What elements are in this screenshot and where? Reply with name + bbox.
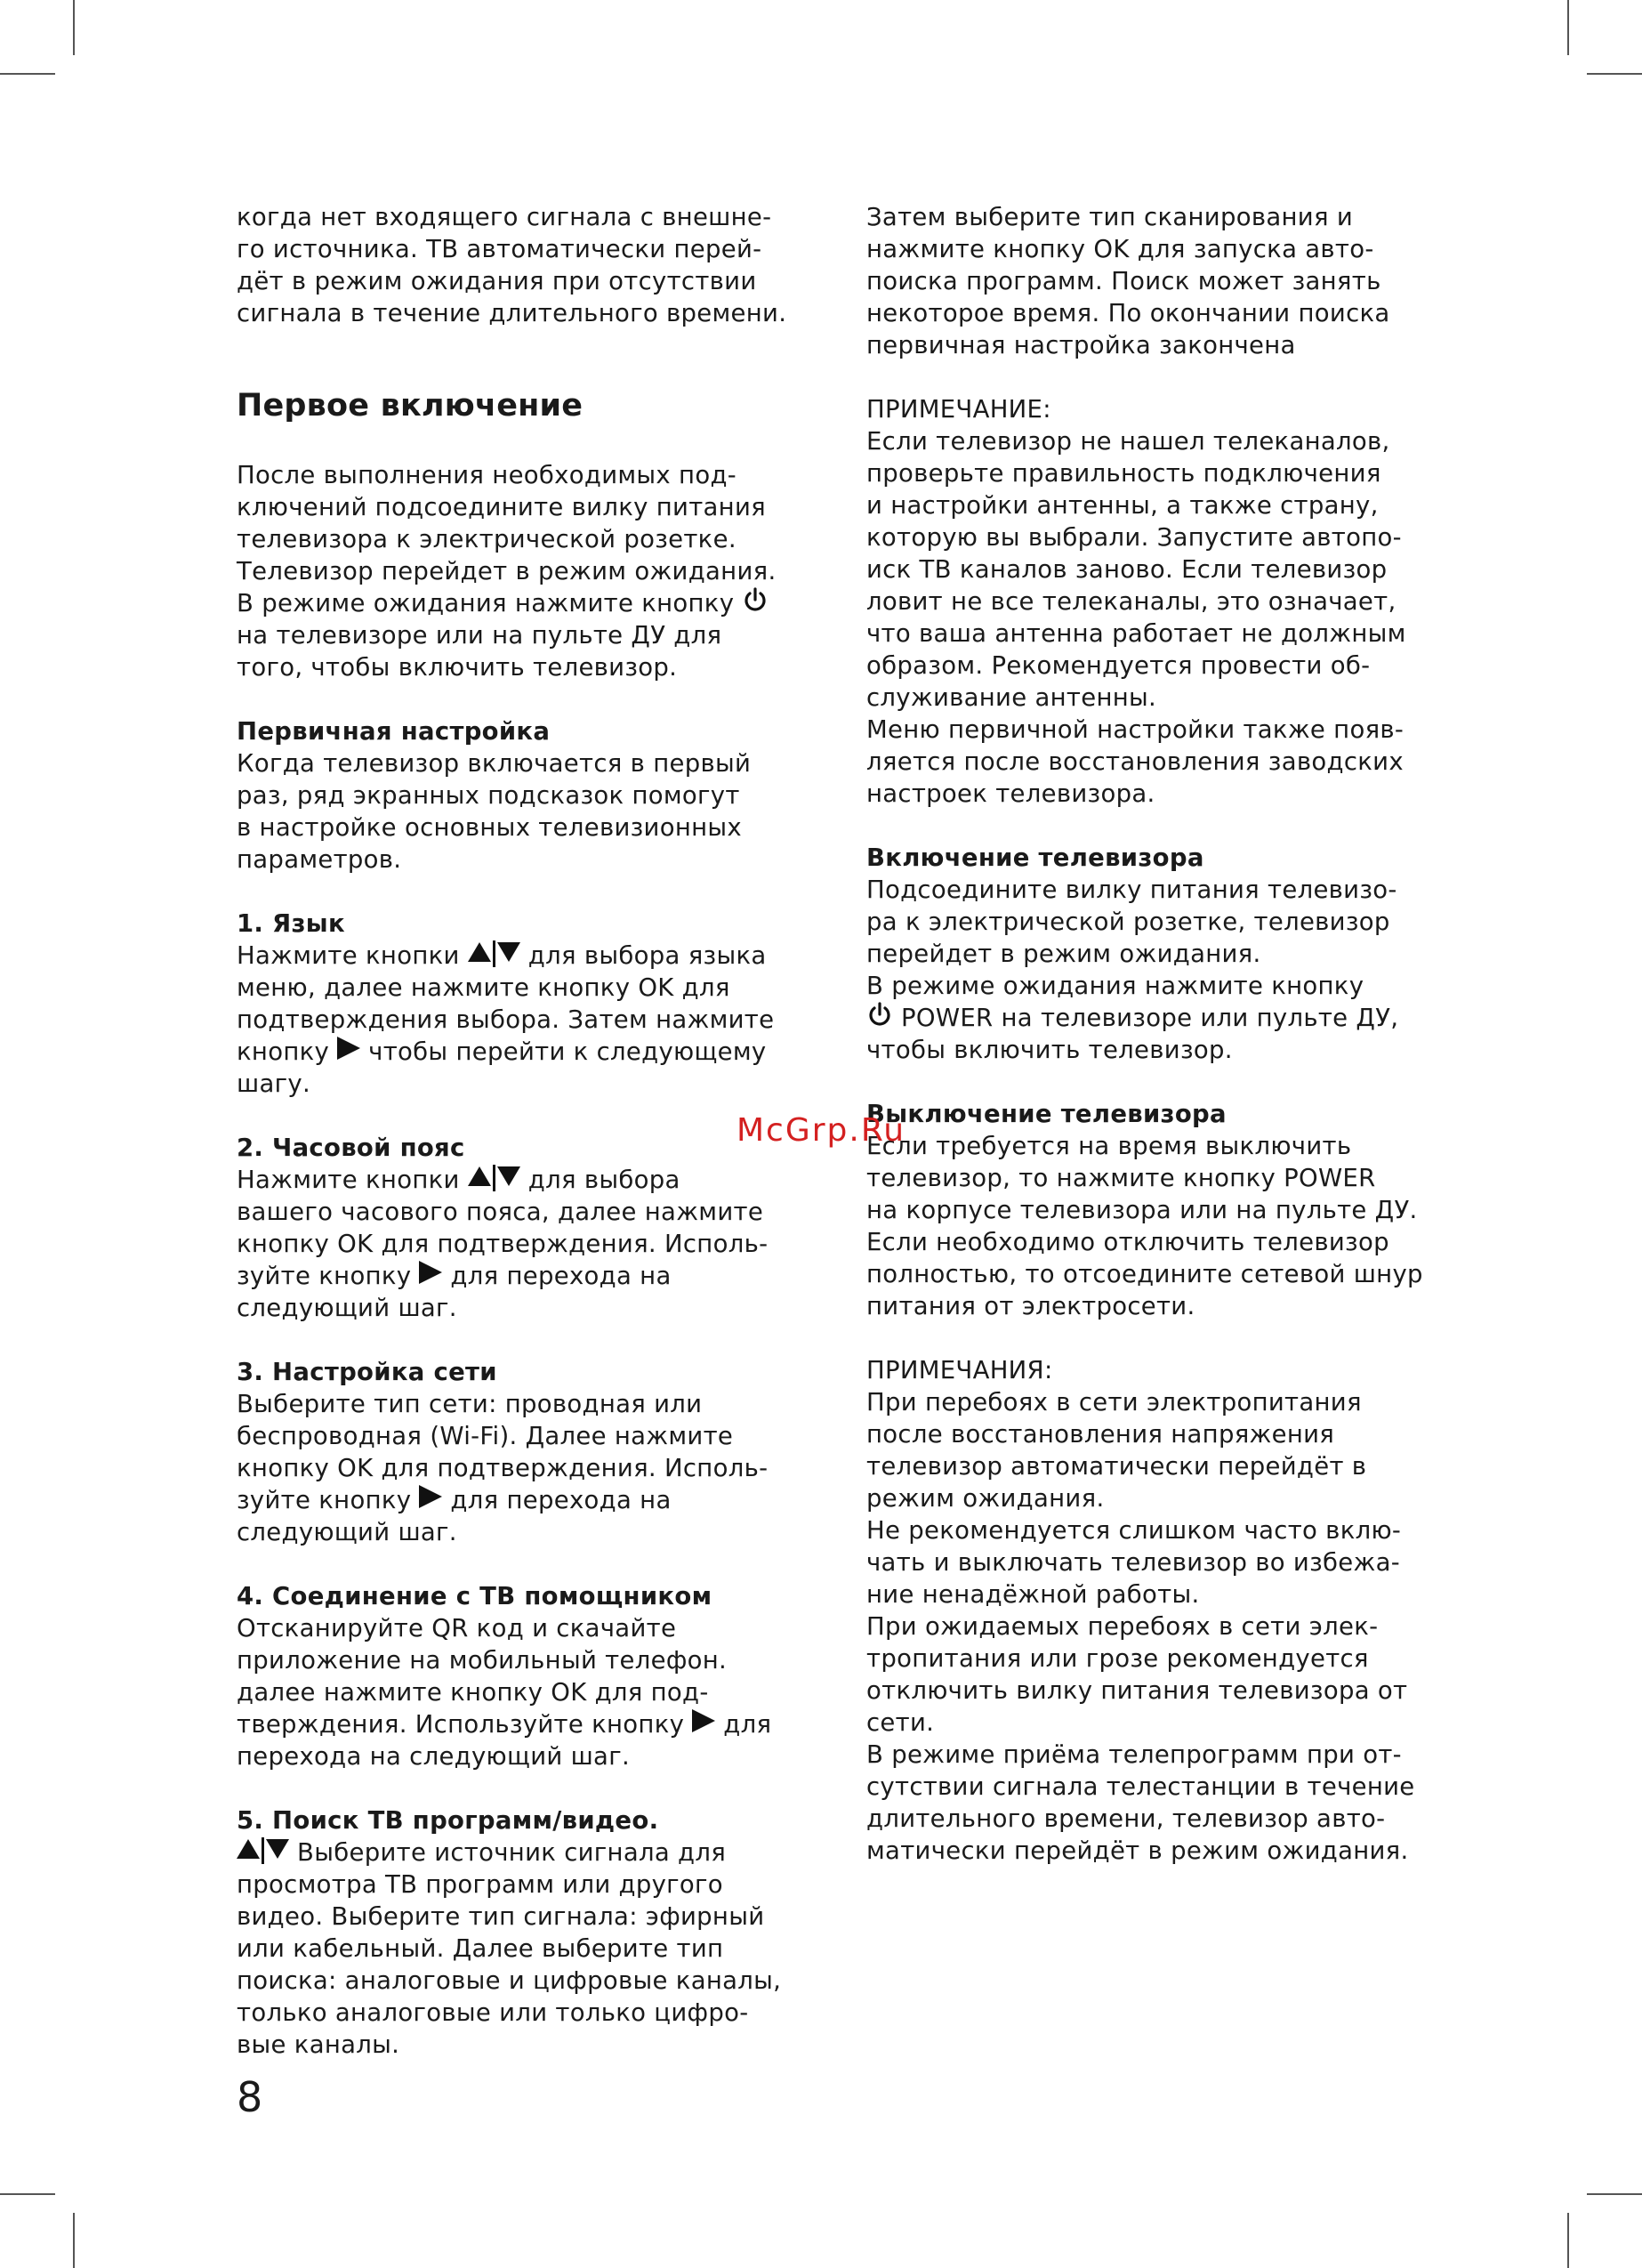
up-arrow-icon: [468, 942, 491, 962]
scan-paragraph: Затем выберите тип сканирования и нажмите кнопку OK для запуска авто- поиска программ. Поиск может занять некоторое время. По окончании поиска первичная настройка закончена: [866, 203, 1390, 359]
notes-section: ПРИМЕЧАНИЯ: При перебоях в сети электропитания после восстановления напряжения телевизор автоматически перейдёт в режим ожидания. Не рекомендуется слишком часто вклю- чать и выключать телевизор во избежа- ние ненадёжной работы. При ожидаемых перебоях в сети элек- тропитания или грозе рекомендуется отключить вилку питания телевизора от сети. В режиме приёма телепрограмм при от- сутствии сигнала телестанции в течение длительного времени, телевизор авто- матически перейдёт в режим ожидания.: [866, 1354, 1489, 1867]
note-paragraph: ПРИМЕЧАНИЕ: Если телевизор не нашел телеканалов, проверьте правильность подключения и настройки антенны, а также страну, которую вы выбрали. Запустите автопо- иск ТВ каналов заново. Если телевизор ловит не все телеканалы, это означает, что ваша антенна работает не должным образом. Рекомендуется провести об- служивание антенны. Меню первичной настройки также появ- ляется после восстановления заводских настроек телевизора.: [866, 393, 1489, 810]
down-arrow-icon: [497, 942, 520, 962]
crop-mark: [1567, 0, 1569, 55]
step-network: 3. Настройка сети Выберите тип сети: проводная или беспроводная (Wi-Fi). Далее нажмите кнопку OK для подтверждения. Исполь- зуйте кнопку для перехода на следующий шаг.: [237, 1356, 841, 1548]
step-language: 1. Язык Нажмите кнопки для выбора языка меню, далее нажмите кнопку OK для подтверждения выбора. Затем нажмите кнопку чтобы перейти к следующему шагу.: [237, 908, 841, 1100]
subheading: 1. Язык: [237, 909, 345, 938]
subheading: 5. Поиск ТВ программ/видео.: [237, 1806, 659, 1835]
down-arrow-icon: [497, 1166, 520, 1186]
intro-paragraph: когда нет входящего сигнала с внешне- го источника. ТВ автоматически перей- дёт в режим ожидания при отсутствии сигнала в течение длительного времени.: [237, 203, 787, 327]
crop-mark: [73, 2213, 75, 2268]
right-arrow-icon: [337, 1037, 360, 1060]
crop-mark: [73, 0, 75, 55]
crop-mark: [1567, 2213, 1569, 2268]
first-power-paragraph: После выполнения необходимых под- ключений подсоедините вилку питания телевизора к электрической розетке. Телевизор перейдет в режим ожидания. В режиме ожидания нажмите кнопку на телевизоре или на пульте ДУ для того, чтобы включить телевизор.: [237, 461, 777, 682]
step-assistant: 4. Соединение с ТВ помощником Отсканируйте QR код и скачайте приложение на мобильный телефон. далее нажмите кнопку OK для под- тверждения. Используйте кнопку для перехода на следующий шаг.: [237, 1580, 841, 1772]
subheading: Выключение телевизора: [866, 1100, 1227, 1128]
power-on-section: Включение телевизора Подсоедините вилку питания телевизо- ра к электрической розетке, телевизор перейдет в режим ожидания. В режиме ожидания нажмите кнопку POWER на телевизоре или пульте ДУ, чтобы включить телевизор.: [866, 842, 1489, 1066]
subheading: Включение телевизора: [866, 843, 1204, 872]
crop-mark: [0, 2193, 55, 2195]
crop-mark: [1587, 2193, 1642, 2195]
power-icon: [742, 587, 769, 614]
power-off-section: Выключение телевизора Если требуется на время выключить телевизор, то нажмите кнопку POWER на корпусе телевизора или на пульте ДУ. Если необходимо отключить телевизор полностью, то отсоедините сетевой шнур питания от электросети.: [866, 1098, 1489, 1322]
note-heading: ПРИМЕЧАНИЯ:: [866, 1356, 1053, 1384]
separator-icon: [262, 1837, 264, 1864]
step-timezone: 2. Часовой пояс Нажмите кнопки для выбора вашего часового пояса, далее нажмите кнопку OK для подтверждения. Исполь- зуйте кнопку для перехода на следующий шаг.: [237, 1132, 841, 1324]
separator-icon: [493, 1165, 495, 1191]
watermark: McGrp.Ru: [736, 1112, 906, 1149]
subheading: 2. Часовой пояс: [237, 1134, 465, 1162]
crop-mark: [1587, 73, 1642, 75]
step-search: 5. Поиск ТВ программ/видео. Выберите источник сигнала для просмотра ТВ программ или другого видео. Выберите тип сигнала: эфирный или кабельный. Далее выберите тип поиска: аналоговые и цифровые каналы, только аналоговые или только цифро- вые каналы.: [237, 1804, 841, 2061]
initial-setup: Первичная настройка Когда телевизор включается в первый раз, ряд экранных подсказок помогут в настройке основных телевизионных параметров.: [237, 715, 841, 876]
up-arrow-icon: [237, 1839, 260, 1859]
note-heading: ПРИМЕЧАНИЕ:: [866, 395, 1051, 424]
subheading: Первичная настройка: [237, 717, 551, 746]
page-number: 8: [237, 2073, 263, 2121]
right-column: [866, 201, 1489, 1899]
right-arrow-icon: [692, 1709, 715, 1732]
separator-icon: [493, 940, 495, 967]
up-arrow-icon: [468, 1166, 491, 1186]
right-arrow-icon: [419, 1485, 442, 1508]
subheading: 4. Соединение с ТВ помощником: [237, 1582, 712, 1610]
crop-mark: [0, 73, 55, 75]
down-arrow-icon: [266, 1839, 289, 1859]
subheading: 3. Настройка сети: [237, 1358, 497, 1386]
right-arrow-icon: [419, 1261, 442, 1284]
section-title: Первое включение: [237, 388, 584, 424]
power-icon: [866, 1002, 893, 1029]
